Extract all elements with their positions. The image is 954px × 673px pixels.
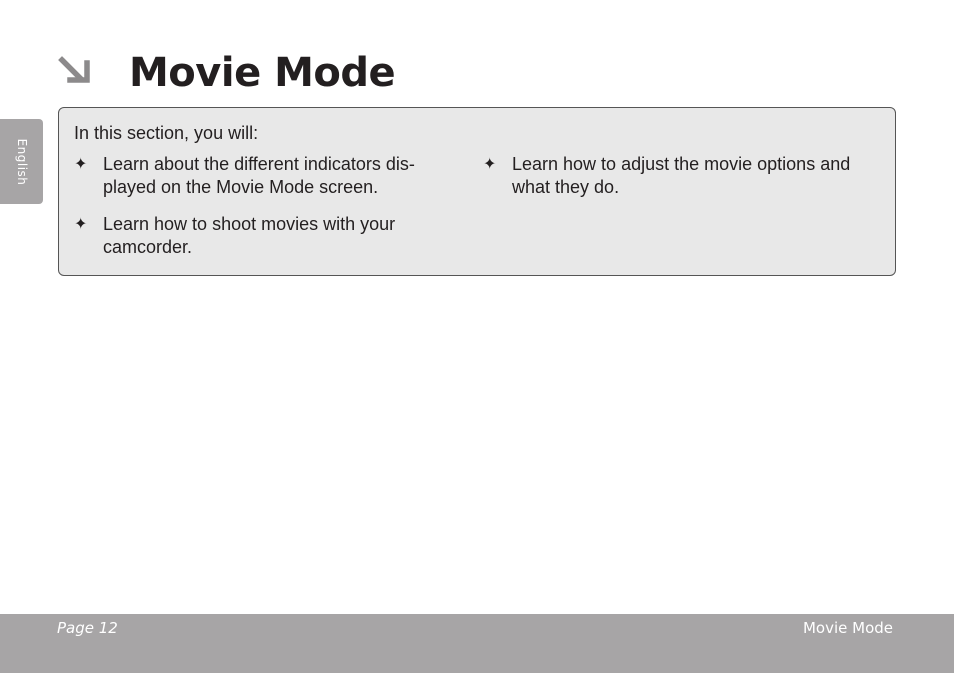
language-tab <box>0 119 43 204</box>
list-item-text: Learn about the different indicators dis-played on the Movie Mode screen. <box>103 154 415 197</box>
page-footer <box>0 614 954 673</box>
star-bullet-icon: ✦ <box>483 156 497 173</box>
footer-section-title: Movie Mode <box>802 619 893 637</box>
arrow-down-right-icon <box>58 52 96 90</box>
list-item-text: Learn how to shoot movies with your camcorder. <box>103 214 396 257</box>
language-tab-label: English <box>14 138 29 185</box>
section-overview-box <box>58 107 896 276</box>
list-item <box>483 153 883 199</box>
bullet-list-right <box>483 153 883 213</box>
list-item <box>74 153 434 199</box>
page-title: Movie Mode <box>129 50 396 96</box>
page-number: Page 12 <box>57 619 118 637</box>
star-bullet-icon: ✦ <box>74 156 88 173</box>
section-intro: In this section, you will: <box>74 123 259 143</box>
bullet-list-left <box>74 153 434 273</box>
list-item-text: Learn how to adjust the movie options and what they do. <box>512 154 851 197</box>
star-bullet-icon: ✦ <box>74 216 88 233</box>
list-item <box>74 213 434 259</box>
